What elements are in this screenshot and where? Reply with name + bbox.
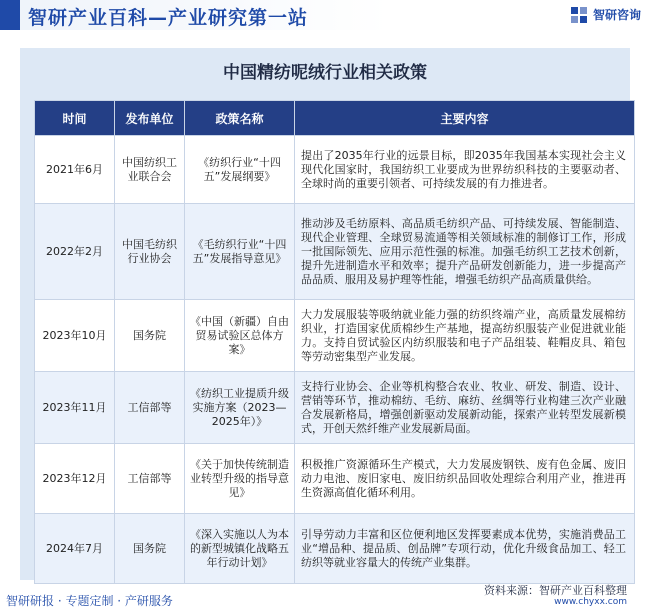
row-policy: 《纺织工业提质升级实施方案（2023—2025年）》 <box>185 372 295 444</box>
row-publisher: 工信部等 <box>115 372 185 444</box>
policy-panel <box>20 48 630 580</box>
footer-source: 资料来源：智研产业百科整理 <box>484 584 627 597</box>
row-date: 2022年2月 <box>35 204 115 300</box>
column-header-publisher: 发布单位 <box>115 101 185 136</box>
row-date: 2023年11月 <box>35 372 115 444</box>
row-content: 积极推广资源循环生产模式，大力发展废钢铁、废有色金属、废旧动力电池、废旧家电、废旧纺织品回收处理综合利用产业，推进再生资源高值化循环利用。 <box>295 444 635 514</box>
table-row <box>35 372 635 444</box>
policy-table <box>34 100 635 584</box>
banner-title: 智研产业百科—产业研究第一站 <box>28 7 309 29</box>
row-publisher: 工信部等 <box>115 444 185 514</box>
table-row <box>35 444 635 514</box>
row-policy: 《深入实施以人为本的新型城镇化战略五年行动计划》 <box>185 514 295 584</box>
row-content: 大力发展服装等吸纳就业能力强的纺织终端产业，高质量发展棉纺织业，打造国家优质棉纱生产基地，提高纺织服装产业促进就业能力。支持自贸试验区内纺织服装和电子产品组装、鞋帽皮具、箱包等劳动密集型产业发展。 <box>295 300 635 372</box>
table-header-row <box>35 101 635 136</box>
row-date: 2023年12月 <box>35 444 115 514</box>
banner-accent-bar <box>0 0 20 30</box>
footer <box>0 582 649 611</box>
row-date: 2021年6月 <box>35 136 115 204</box>
row-publisher: 国务院 <box>115 514 185 584</box>
row-content: 推动涉及毛纺原料、高品质毛纺织产品、可持续发展、智能制造、现代企业管理、全球贸易流通等相关领域标准的制修订工作，形成一批国际领先、应用示范性强的标准。加强毛纺织工艺技术创新，提升先进制造水平和效率；提升产品研发创新能力，进一步提高产品品质、服用及易护理等性能，增强毛纺织产品高质量供给。 <box>295 204 635 300</box>
row-content: 提出了2035年行业的远景目标，即2035年我国基本实现社会主义现代化国家时，我国纺织工业要成为世界纺织科技的主要驱动者、全球时尚的重要引领者、可持续发展的有力推进者。 <box>295 136 635 204</box>
footer-url: www.chyxx.com <box>554 597 627 607</box>
table-row <box>35 300 635 372</box>
brand-name: 智研咨询 <box>592 8 641 22</box>
table-row <box>35 136 635 204</box>
column-header-policy: 政策名称 <box>185 101 295 136</box>
row-date: 2024年7月 <box>35 514 115 584</box>
table-row <box>35 514 635 584</box>
brand-grid-icon <box>571 7 589 23</box>
panel-title: 中国精纺呢绒行业相关政策 <box>223 63 427 83</box>
row-content: 支持行业协会、企业等机构整合农业、牧业、研发、制造、设计、营销等环节，推动棉纺、毛纺、麻纺、丝绸等行业构建三次产业融合发展新格局，增强创新驱动发展新动能，探索产业转型发展新模式，开创天然纤维产业发展新局面。 <box>295 372 635 444</box>
row-policy: 《毛纺织行业“十四五”发展指导意见》 <box>185 204 295 300</box>
row-policy: 《关于加快传统制造业转型升级的指导意见》 <box>185 444 295 514</box>
row-content: 引导劳动力丰富和区位便利地区发挥要素成本优势，实施消费品工业“增品种、提品质、创品牌”专项行动，优化升级食品加工、轻工纺织等就业容量大的传统产业集群。 <box>295 514 635 584</box>
column-header-date: 时间 <box>35 101 115 136</box>
row-policy: 《中国（新疆）自由贸易试验区总体方案》 <box>185 300 295 372</box>
row-date: 2023年10月 <box>35 300 115 372</box>
row-policy: 《纺织行业“十四五”发展纲要》 <box>185 136 295 204</box>
row-publisher: 中国纺织工业联合会 <box>115 136 185 204</box>
brand-logo <box>571 6 641 23</box>
row-publisher: 国务院 <box>115 300 185 372</box>
top-banner <box>0 0 649 30</box>
column-header-content: 主要内容 <box>295 101 635 136</box>
table-row <box>35 204 635 300</box>
footer-services: 智研研报 · 专题定制 · 产研服务 <box>6 594 173 608</box>
row-publisher: 中国毛纺织行业协会 <box>115 204 185 300</box>
